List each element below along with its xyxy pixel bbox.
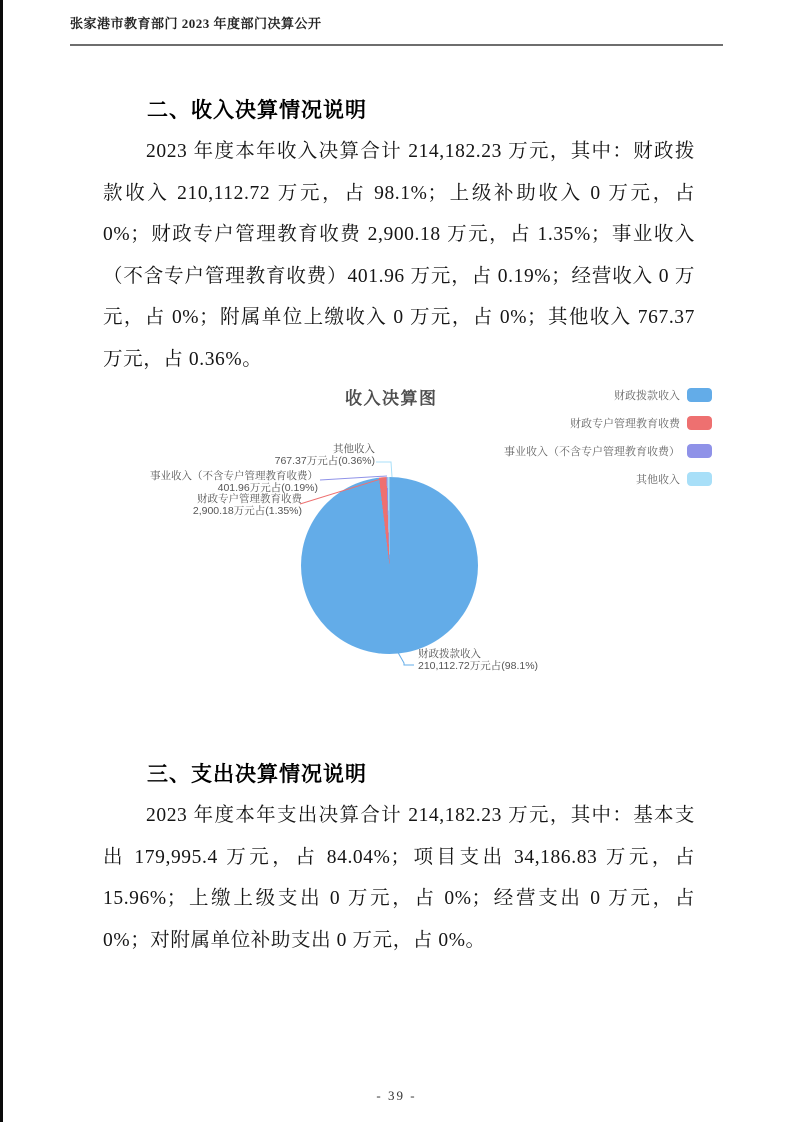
chart-legend: [504, 381, 712, 493]
callout-value: 767.37万元占(0.36%): [274, 454, 375, 467]
legend-swatch: [687, 388, 712, 402]
callout-special-account-fees: [193, 494, 302, 517]
header-divider: [70, 44, 723, 46]
callout-business-income: [150, 471, 318, 494]
legend-item-fiscal-appropriation[interactable]: [504, 381, 712, 409]
income-pie[interactable]: [301, 477, 478, 654]
income-section-heading: 二、收入决算情况说明: [147, 98, 367, 122]
legend-item-other-income[interactable]: [504, 465, 712, 493]
page-header-title: 张家港市教育部门 2023 年度部门决算公开: [70, 16, 322, 31]
page-number: - 39 -: [376, 1088, 417, 1103]
legend-label: 财政专户管理教育收费: [570, 418, 680, 430]
callout-label: 事业收入（不含专户管理教育收费）: [150, 470, 318, 482]
callout-value: 2,900.18万元占(1.35%): [192, 504, 302, 517]
income-section-body: 2023 年度本年收入决算合计 214,182.23 万元，其中：财政拨款收入 210,112.72 万元，占 98.1%；上级补助收入 0 万元，占 0%；财政专户管理教育收费 2,900.18 万元，占 1.35%；事业收入（不含专户管理教育收费）401.96 万元，占 0.19%；经营收入 0 万元，占 0%；附属单位上缴收入 0 万元，占 0%；其他收入 767.37 万元，占 0.36%。: [103, 141, 695, 370]
callout-value: 401.96万元占(0.19%): [217, 481, 318, 494]
callout-label: 财政专户管理教育收费: [197, 493, 302, 505]
legend-item-special-account-fees[interactable]: [504, 409, 712, 437]
chart-title: 收入决算图: [345, 389, 438, 408]
expense-section-body: 2023 年度本年支出决算合计 214,182.23 万元，其中：基本支出 179,995.4 万元，占 84.04%；项目支出 34,186.83 万元，占 15.96%；上缴上级支出 0 万元，占 0%；经营支出 0 万元，占 0%；对附属单位补助支出 0 万元，占 0%。: [103, 805, 695, 951]
callout-value: 210,112.72万元占(98.1%): [418, 659, 539, 672]
callout-other-income: [275, 444, 375, 467]
legend-swatch: [687, 416, 712, 430]
legend-label: 事业收入（不含专户管理教育收费）: [504, 446, 680, 458]
income-pie-chart: [100, 378, 725, 696]
legend-item-business-income[interactable]: [504, 437, 712, 465]
callout-fiscal-appropriation: [418, 649, 538, 672]
legend-swatch: [687, 472, 712, 486]
callout-label: 其他收入: [333, 443, 375, 455]
callout-label: 财政拨款收入: [418, 648, 481, 660]
legend-swatch: [687, 444, 712, 458]
expense-section-heading: 三、支出决算情况说明: [147, 762, 367, 786]
legend-label: 其他收入: [636, 474, 680, 486]
leader-line-other-income: [376, 462, 392, 477]
legend-label: 财政拨款收入: [614, 390, 680, 402]
page-left-border: [0, 0, 3, 1122]
